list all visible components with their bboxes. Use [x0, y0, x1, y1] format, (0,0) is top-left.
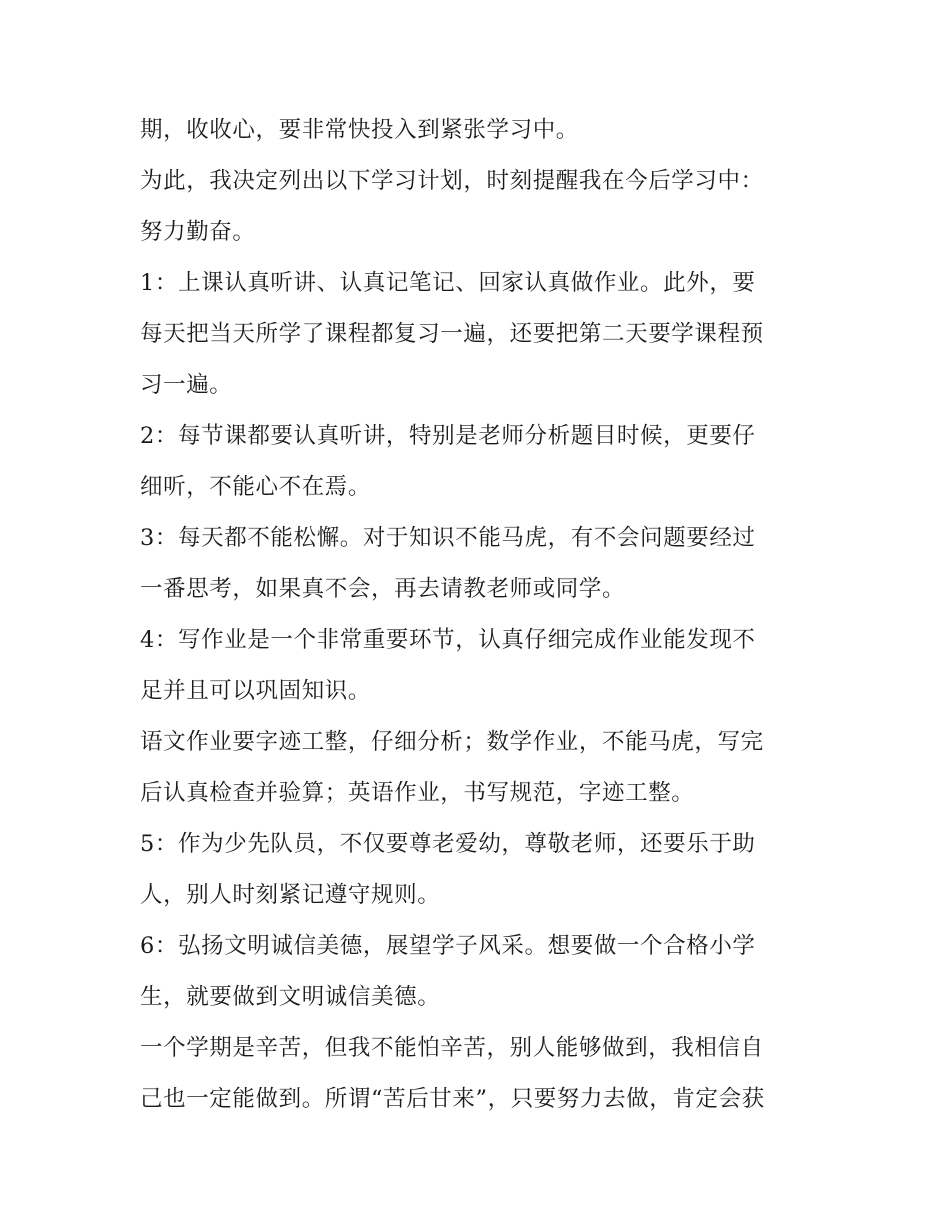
text-line: 为此，我决定列出以下学习计划，时刻提醒我在今后学习中：	[140, 168, 764, 194]
text-line: 生，就要做到文明诚信美德。	[140, 984, 441, 1010]
text-line: 努力勤奋。	[140, 219, 256, 245]
text-line: 后认真检查并验算；英语作业，书写规范，字迹工整。	[140, 780, 695, 806]
text-line: 6：弘扬文明诚信美德，展望学子风采。想要做一个合格小学	[140, 933, 756, 959]
text-line: 足并且可以巩固知识。	[140, 678, 372, 704]
text-line: 语文作业要字迹工整，仔细分析；数学作业，不能马虎，写完	[140, 729, 764, 755]
text-line: 习一遍。	[140, 372, 233, 398]
text-line: 每天把当天所学了课程都复习一遍，还要把第二天要学课程预	[140, 321, 764, 347]
text-line: 人，别人时刻紧记遵守规则。	[140, 882, 441, 908]
text-line: 一个学期是辛苦，但我不能怕辛苦，别人能够做到，我相信自	[140, 1035, 764, 1061]
text-line: 己也一定能做到。所谓“苦后甘来”，只要努力去做，肯定会获	[140, 1086, 765, 1112]
text-line: 2：每节课都要认真听讲，特别是老师分析题目时候，更要仔	[140, 423, 756, 449]
text-line: 3：每天都不能松懈。对于知识不能马虎，有不会问题要经过	[140, 525, 756, 551]
text-line: 一番思考，如果真不会，再去请教老师或同学。	[140, 576, 626, 602]
text-line: 5：作为少先队员，不仅要尊老爱幼，尊敬老师，还要乐于助	[140, 831, 756, 857]
text-line: 期，收收心，要非常快投入到紧张学习中。	[140, 117, 579, 143]
text-line: 1：上课认真听讲、认真记笔记、回家认真做作业。此外，要	[140, 270, 756, 296]
text-line: 细听，不能心不在焉。	[140, 474, 372, 500]
text-line: 4：写作业是一个非常重要环节，认真仔细完成作业能发现不	[140, 627, 756, 653]
document-body	[140, 105, 820, 1125]
